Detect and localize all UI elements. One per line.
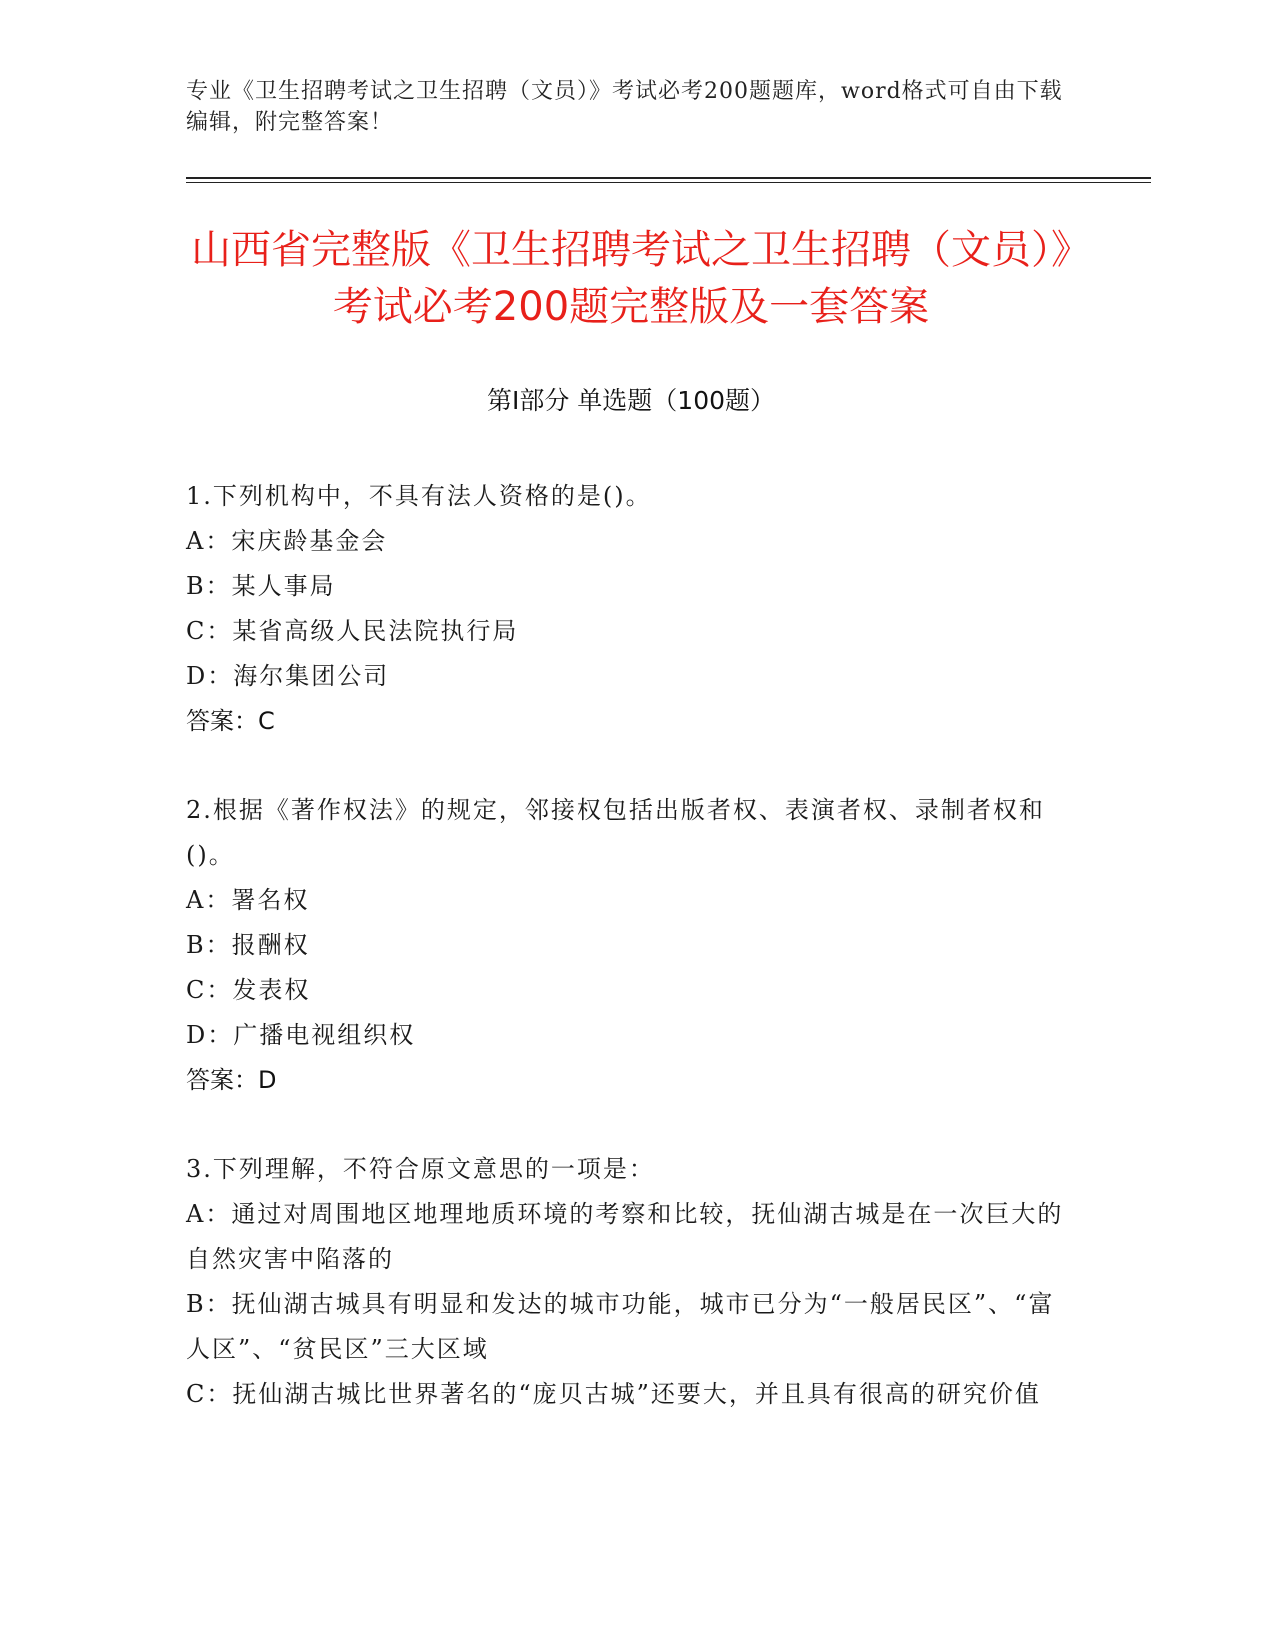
- option-b: B：某人事局: [186, 572, 336, 600]
- option-c: C：某省高级人民法院执行局: [186, 617, 519, 645]
- question-2: [186, 788, 1066, 1103]
- header-rule-thin: [186, 182, 1151, 183]
- header-note: 专业《卫生招聘考试之卫生招聘（文员）》考试必考200题题库，word格式可自由下载编辑，附完整答案！: [186, 79, 1063, 135]
- question-1: [186, 474, 1066, 744]
- option-d: D：海尔集团公司: [186, 662, 390, 690]
- option-a: A：宋庆龄基金会: [186, 527, 388, 555]
- question-list: [186, 474, 1066, 1461]
- option-c: C：发表权: [186, 976, 311, 1004]
- option-a: A：署名权: [186, 886, 310, 914]
- header-rule-thick: [186, 177, 1151, 179]
- option-a: A：通过对周围地区地理地质环境的考察和比较，抚仙湖古城是在一次巨大的自然灾害中陷落的: [186, 1200, 1064, 1273]
- option-b: B：报酬权: [186, 931, 310, 959]
- answer: 答案：C: [186, 707, 275, 735]
- answer: 答案：D: [186, 1066, 277, 1094]
- section-heading: 第Ⅰ部分 单选题（100题）: [486, 386, 776, 415]
- option-d: D：广播电视组织权: [186, 1021, 416, 1049]
- option-c: C：抚仙湖古城比世界著名的“庞贝古城”还要大，并且具有很高的研究价值: [186, 1380, 1041, 1408]
- question-stem: 3.下列理解，不符合原文意思的一项是：: [186, 1155, 655, 1183]
- document-title: 山西省完整版《卫生招聘考试之卫生招聘（文员）》考试必考200题完整版及一套答案: [191, 227, 1071, 330]
- question-stem: 1.下列机构中，不具有法人资格的是()。: [186, 482, 652, 510]
- option-b: B：抚仙湖古城具有明显和发达的城市功能，城市已分为“一般居民区”、“富人区”、“贫民区”三大区域: [186, 1290, 1055, 1363]
- question-3: [186, 1147, 1066, 1417]
- question-stem: 2.根据《著作权法》的规定，邻接权包括出版者权、表演者权、录制者权和()。: [186, 796, 1045, 869]
